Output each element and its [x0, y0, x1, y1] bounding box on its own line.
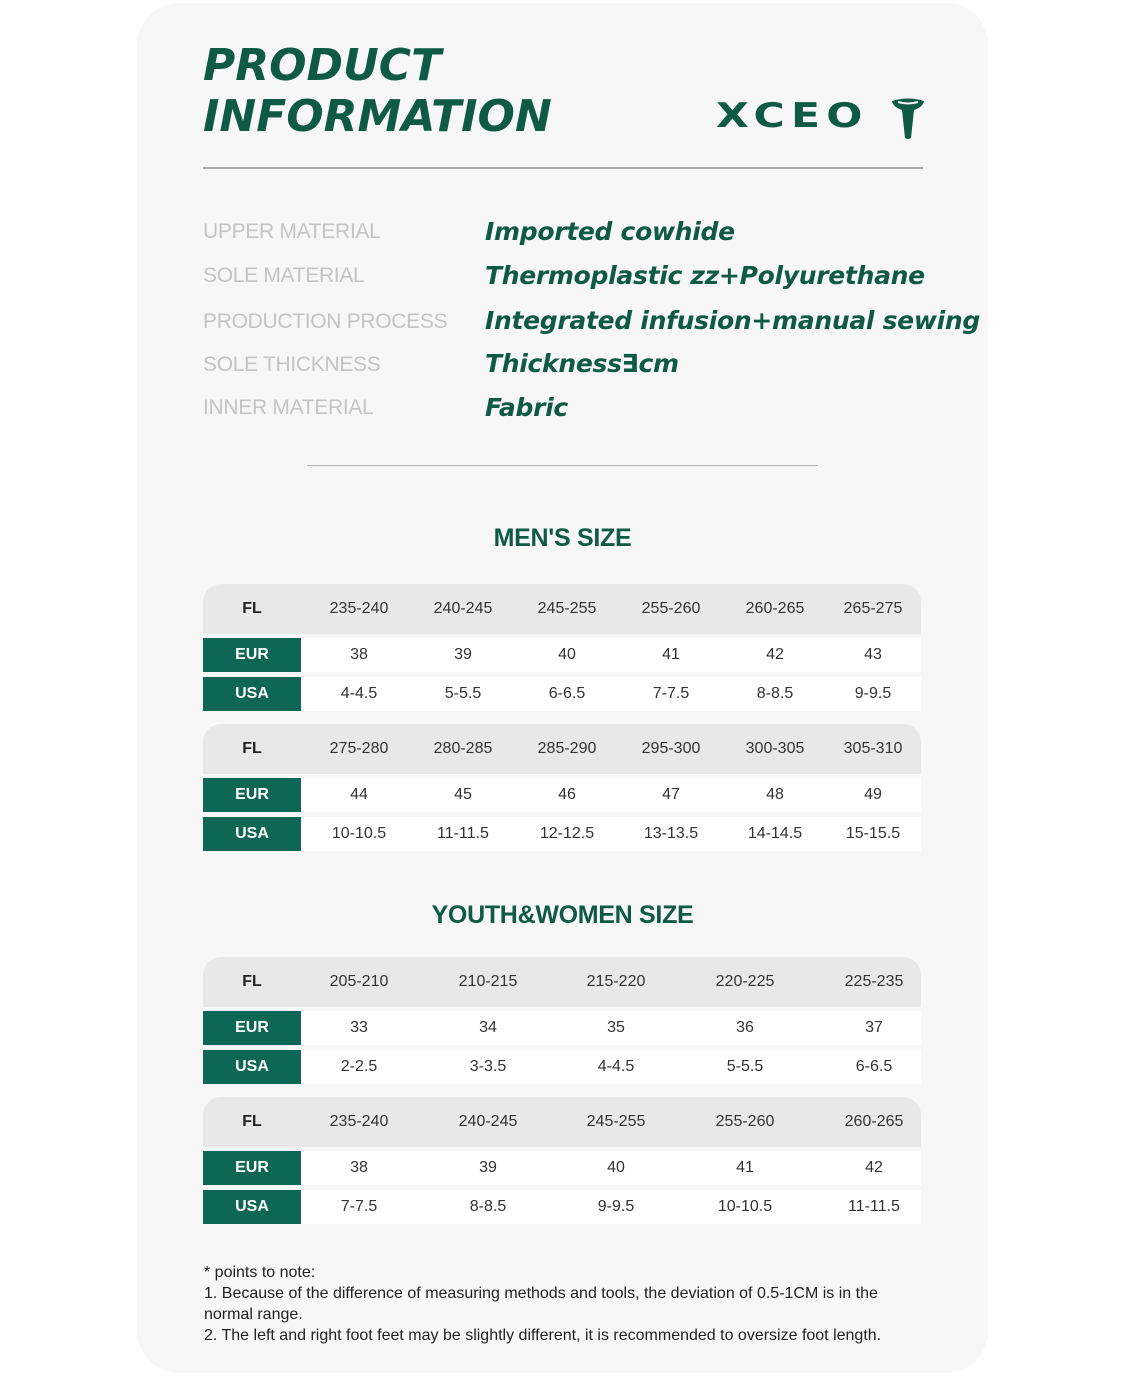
fl-cell: 240-245: [458, 1113, 518, 1130]
spec-value-thickness: Thickness∃cm: [485, 349, 679, 378]
eur-cell: 40: [607, 1159, 625, 1176]
eur-row-head: EUR: [203, 1151, 301, 1185]
notes-line-2: 2. The left and right foot feet may be slightly different, it is recommended to oversize foot length.: [204, 1327, 882, 1344]
spec-value-upper: Imported cowhide: [485, 217, 735, 246]
fl-cell: 245-255: [586, 1113, 646, 1130]
title-line-1: PRODUCT: [203, 40, 442, 91]
usa-cell: 9-9.5: [597, 1198, 635, 1215]
spec-value-sole: Thermoplastic zz+Polyurethane: [485, 261, 925, 290]
notes: [204, 1262, 924, 1346]
usa-cell: 14-14.5: [747, 825, 803, 842]
spec-value-inner: Fabric: [485, 393, 568, 422]
fl-cell: 215-220: [586, 973, 646, 990]
usa-row: [203, 677, 921, 711]
eur-cell: 40: [558, 646, 576, 663]
eur-cell: 42: [766, 646, 784, 663]
eur-cell: 43: [864, 646, 882, 663]
fl-cell: 295-300: [641, 740, 701, 757]
fl-cell: 245-255: [537, 600, 597, 617]
eur-cell: 49: [864, 786, 882, 803]
usa-row-head: USA: [203, 1190, 301, 1224]
spec-label-process: PRODUCTION PROCESS: [203, 310, 448, 333]
header-divider: [203, 167, 923, 169]
fl-row-head: FL: [242, 600, 262, 617]
eur-row-head: EUR: [203, 778, 301, 812]
fl-cell: 275-280: [329, 740, 389, 757]
spec-label-thickness: SOLE THICKNESS: [203, 353, 381, 376]
fl-cell: 280-285: [433, 740, 493, 757]
eur-row: [203, 778, 921, 812]
eur-cell: 34: [479, 1019, 497, 1036]
fl-row: [203, 724, 921, 774]
eur-cell: 33: [350, 1019, 368, 1036]
fl-row: [203, 1097, 921, 1147]
usa-cell: 10-10.5: [717, 1198, 773, 1215]
spec-divider: [307, 465, 818, 466]
fl-cell: 235-240: [329, 600, 389, 617]
usa-cell: 8-8.5: [469, 1198, 507, 1215]
eur-cell: 48: [766, 786, 784, 803]
eur-cell: 39: [454, 646, 472, 663]
eur-row: [203, 1011, 921, 1045]
eur-cell: 45: [454, 786, 472, 803]
eur-cell: 41: [662, 646, 680, 663]
eur-cell: 37: [865, 1019, 883, 1036]
usa-cell: 15-15.5: [845, 825, 901, 842]
youth-women-size-title: YOUTH&WOMEN SIZE: [431, 901, 694, 929]
eur-cell: 47: [662, 786, 680, 803]
usa-cell: 5-5.5: [726, 1058, 764, 1075]
eur-cell: 42: [865, 1159, 883, 1176]
usa-row: [203, 1190, 921, 1224]
eur-cell: 36: [736, 1019, 754, 1036]
eur-cell: 35: [607, 1019, 625, 1036]
fl-cell: 260-265: [745, 600, 805, 617]
usa-cell: 10-10.5: [331, 825, 387, 842]
usa-cell: 7-7.5: [340, 1198, 378, 1215]
eur-cell: 46: [558, 786, 576, 803]
notes-heading: * points to note:: [204, 1264, 316, 1281]
usa-row-head: USA: [203, 677, 301, 711]
fl-cell: 255-260: [641, 600, 701, 617]
usa-cell: 8-8.5: [756, 685, 794, 702]
eur-row-head: EUR: [203, 1011, 301, 1045]
fl-cell: 210-215: [458, 973, 518, 990]
usa-cell: 3-3.5: [469, 1058, 507, 1075]
eur-cell: 38: [350, 646, 368, 663]
usa-row: [203, 1050, 921, 1084]
fl-row-head: FL: [242, 740, 262, 757]
spec-label-upper: UPPER MATERIAL: [203, 220, 381, 243]
eur-cell: 38: [350, 1159, 368, 1176]
usa-cell: 4-4.5: [597, 1058, 635, 1075]
spec-label-sole: SOLE MATERIAL: [203, 264, 365, 287]
fl-cell: 240-245: [433, 600, 493, 617]
usa-cell: 6-6.5: [855, 1058, 893, 1075]
fl-cell: 300-305: [745, 740, 805, 757]
usa-row-head: USA: [203, 1050, 301, 1084]
fl-cell: 305-310: [843, 740, 903, 757]
usa-cell: 4-4.5: [340, 685, 378, 702]
usa-cell: 11-11.5: [848, 1198, 900, 1215]
fl-cell: 225-235: [844, 973, 904, 990]
fl-cell: 260-265: [844, 1113, 904, 1130]
eur-cell: 39: [479, 1159, 497, 1176]
page-title: [203, 40, 552, 142]
fl-row-head: FL: [242, 973, 262, 990]
eur-row: [203, 1151, 921, 1185]
title-line-2: INFORMATION: [203, 91, 552, 142]
fl-cell: 220-225: [715, 973, 775, 990]
usa-cell: 5-5.5: [444, 685, 482, 702]
fl-cell: 255-260: [715, 1113, 775, 1130]
fl-cell: 285-290: [537, 740, 597, 757]
usa-cell: 11-11.5: [437, 825, 489, 842]
fl-cell: 235-240: [329, 1113, 389, 1130]
fl-row: [203, 957, 921, 1007]
eur-cell: 41: [736, 1159, 754, 1176]
fl-cell: 205-210: [329, 973, 389, 990]
brand-logo-text: XCEO: [716, 96, 869, 136]
notes-line-1: 1. Because of the difference of measuring methods and tools, the deviation of 0.5-1CM is in the normal range.: [204, 1285, 878, 1323]
fl-row: [203, 584, 921, 634]
spec-value-process: Integrated infusion+manual sewing: [485, 306, 980, 335]
spec-label-inner: INNER MATERIAL: [203, 396, 374, 419]
usa-row-head: USA: [203, 817, 301, 851]
fl-row-head: FL: [242, 1113, 262, 1130]
usa-cell: 6-6.5: [548, 685, 586, 702]
mens-size-title: MEN'S SIZE: [493, 524, 632, 552]
fl-cell: 265-275: [843, 600, 903, 617]
usa-row: [203, 817, 921, 851]
golf-tee-icon: [890, 98, 926, 140]
eur-row: [203, 638, 921, 672]
usa-cell: 12-12.5: [539, 825, 595, 842]
eur-row-head: EUR: [203, 638, 301, 672]
usa-cell: 2-2.5: [340, 1058, 378, 1075]
usa-cell: 7-7.5: [652, 685, 690, 702]
usa-cell: 9-9.5: [854, 685, 892, 702]
eur-cell: 44: [350, 786, 368, 803]
usa-cell: 13-13.5: [643, 825, 699, 842]
